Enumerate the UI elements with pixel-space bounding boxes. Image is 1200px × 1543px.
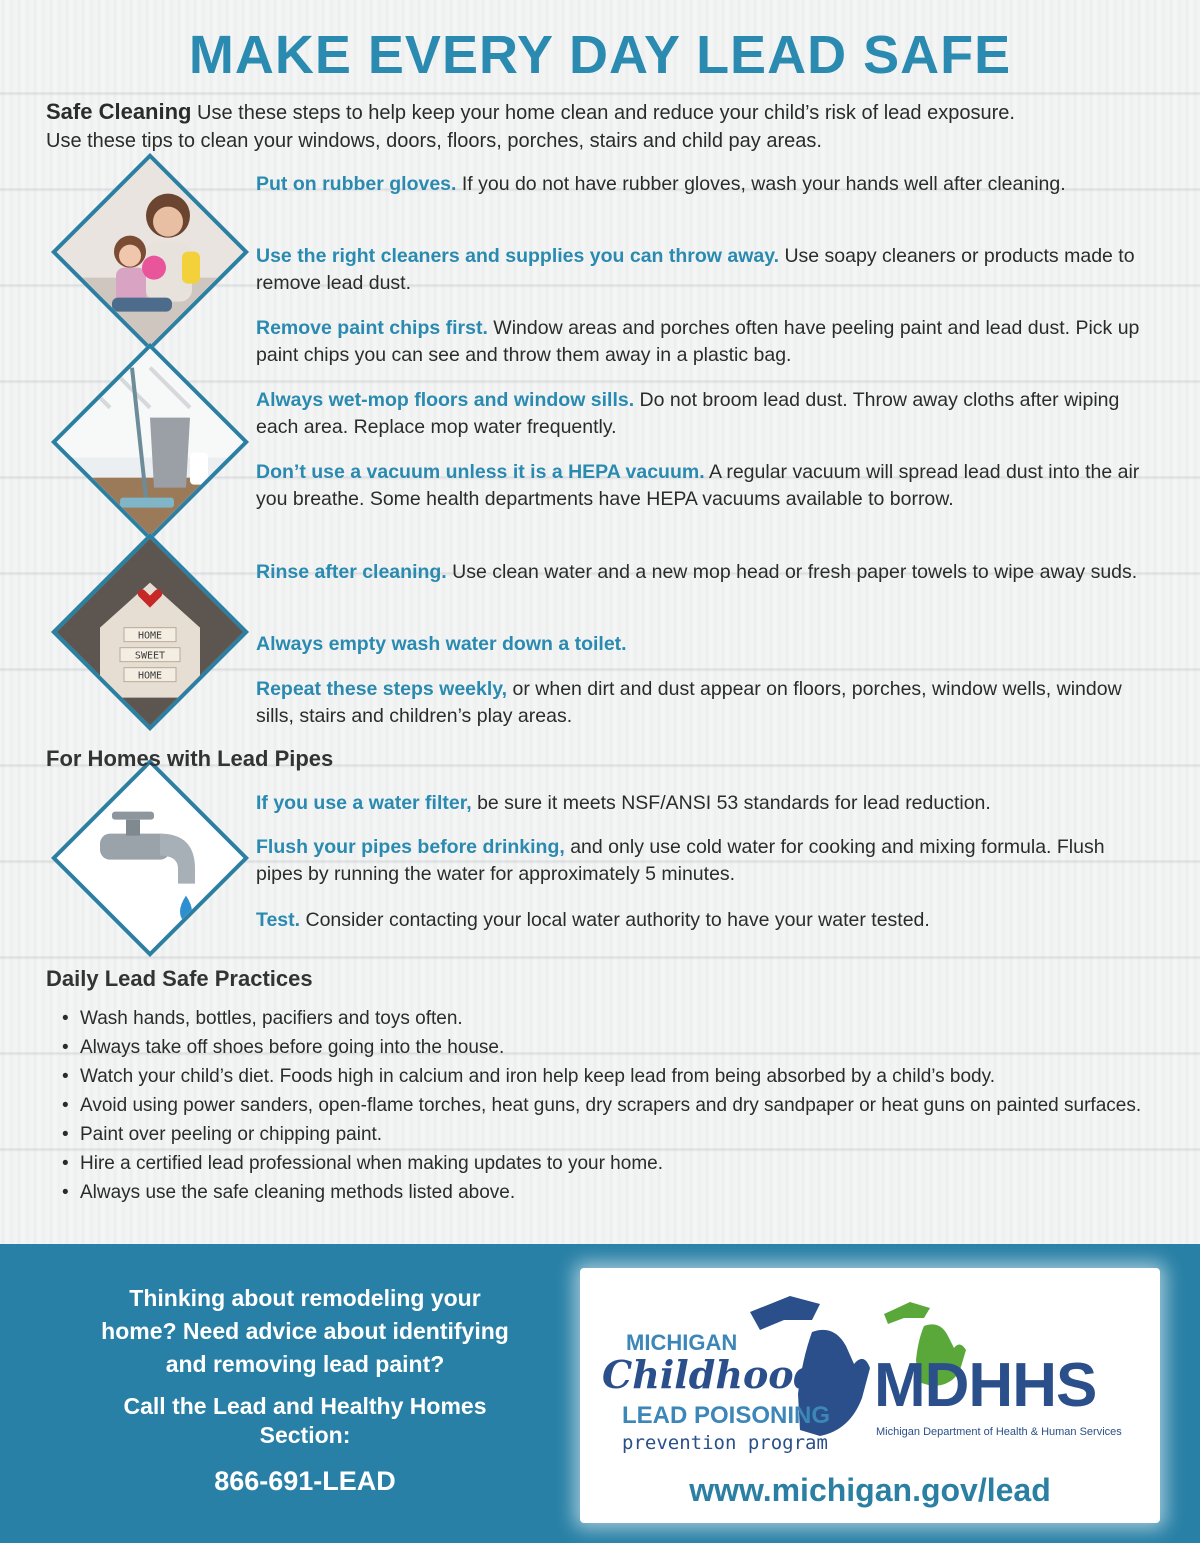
- step-paint-chips: [256, 315, 1146, 369]
- step-5-text: A regular vacuum will spread lead dust into the air you breathe. Some health departments have HEPA vacuums available to borrow.: [256, 461, 1140, 510]
- practices-list: [58, 1006, 1178, 1209]
- logo-panel: [580, 1268, 1160, 1523]
- call-instruction: [40, 1392, 570, 1450]
- mdhhs-logo-text: MDHHS: [874, 1351, 1097, 1420]
- step-1-text: If you do not have rubber gloves, wash your hands well after cleaning.: [456, 173, 1066, 195]
- step-8-text: or when dirt and dust appear on floors, porches, window wells, window sills, stairs and children’s play areas.: [256, 678, 1122, 727]
- intro-paragraph: [46, 98, 1166, 155]
- program-logo-childhood: Childhood: [602, 1352, 821, 1397]
- mother-and-child-cleaning-icon: [51, 153, 249, 351]
- home-tile-2: SWEET: [134, 650, 166, 662]
- phone-number[interactable]: 866-691-LEAD: [214, 1466, 396, 1496]
- step-8-highlight: Repeat these steps weekly,: [256, 678, 508, 700]
- faucet-water-drop-icon: [51, 759, 249, 957]
- step-rinse: [256, 559, 1146, 586]
- step-6-highlight: Rinse after cleaning.: [256, 561, 447, 583]
- list-item: • Paint over peeling or chipping paint.: [58, 1122, 1178, 1148]
- pipes-water-filter: [256, 790, 1146, 817]
- step-3-text: Window areas and porches often have peeling paint and lead dust. Pick up paint chips you can see and throw them away in a plastic bag.: [256, 317, 1140, 366]
- intro-lead-in: Safe Cleaning: [46, 99, 192, 124]
- page-title: MAKE EVERY DAY LEAD SAFE: [188, 25, 1012, 85]
- pipes-1-text: be sure it meets NSF/ANSI 53 standards for lead reduction.: [471, 792, 991, 814]
- program-logo-lead-poisoning: LEAD POISONING: [622, 1402, 831, 1429]
- step-7-highlight: Always empty wash water down a toilet.: [256, 633, 627, 655]
- step-empty-wash-water: [256, 631, 1146, 658]
- pipes-3-text: Consider contacting your local water authority to have your water tested.: [300, 909, 930, 931]
- intro-line-1: Use these steps to help keep your home clean and reduce your child’s risk of lead exposure.: [191, 102, 1015, 124]
- list-item: • Always use the safe cleaning methods listed above.: [58, 1180, 1178, 1206]
- list-item: • Avoid using power sanders, open-flame torches, heat guns, dry scrapers and dry sandpaper or heat guns on painted surfaces.: [58, 1093, 1178, 1119]
- list-item: • Always take off shoes before going into the house.: [58, 1035, 1178, 1061]
- list-item: • Watch your child’s diet. Foods high in calcium and iron help keep lead from being absorbed by a child’s body.: [58, 1064, 1178, 1090]
- step-wet-mop: [256, 387, 1146, 441]
- pipes-2-highlight: Flush your pipes before drinking,: [256, 836, 565, 858]
- step-4-highlight: Always wet-mop floors and window sills.: [256, 389, 635, 411]
- cta-line-2: home? Need advice about identifying: [101, 1318, 509, 1344]
- cta-line-3: and removing lead paint?: [165, 1351, 445, 1377]
- practices-heading: Daily Lead Safe Practices: [46, 966, 313, 991]
- call-line-1: Call the Lead and Healthy Homes: [123, 1393, 487, 1419]
- step-rubber-gloves: [256, 171, 1146, 198]
- step-2-text: Use soapy cleaners or products made to remove lead dust.: [256, 245, 1135, 294]
- pipes-3-highlight: Test.: [256, 909, 301, 931]
- program-logo-michigan: MICHIGAN: [626, 1330, 738, 1355]
- home-sweet-home-icon: [51, 533, 249, 731]
- lead-pipes-heading: For Homes with Lead Pipes: [46, 746, 334, 771]
- step-3-highlight: Remove paint chips first.: [256, 317, 488, 339]
- program-logo-prevention: prevention program: [622, 1432, 828, 1454]
- mdhhs-department-name: Michigan Department of Health & Human Services: [876, 1426, 1122, 1438]
- step-4-text: Do not broom lead dust. Throw away cloths after wiping each area. Replace mop water frequently.: [256, 389, 1120, 438]
- call-line-2: Section:: [259, 1422, 351, 1448]
- mop-and-bucket-icon: [51, 343, 249, 541]
- cta-line-1: Thinking about remodeling your: [129, 1285, 481, 1311]
- pipes-flush: [256, 834, 1146, 888]
- step-2-highlight: Use the right cleaners and supplies you can throw away.: [256, 245, 780, 267]
- step-6-text: Use clean water and a new mop head or fresh paper towels to wipe away suds.: [446, 561, 1138, 583]
- remodel-question: [40, 1282, 570, 1381]
- list-item: • Hire a certified lead professional when making updates to your home.: [58, 1151, 1178, 1177]
- step-1-highlight: Put on rubber gloves.: [256, 173, 457, 195]
- website-link[interactable]: www.michigan.gov/lead: [689, 1472, 1051, 1508]
- step-repeat-weekly: [256, 676, 1146, 730]
- intro-line-2: Use these tips to clean your windows, doors, floors, porches, stairs and child pay areas.: [46, 130, 822, 152]
- pipes-test: [256, 907, 1146, 934]
- home-tile-1: HOME: [137, 630, 163, 642]
- step-right-cleaners: [256, 243, 1146, 297]
- home-tile-3: HOME: [137, 670, 163, 682]
- pipes-1-highlight: If you use a water filter,: [256, 792, 472, 814]
- step-5-highlight: Don’t use a vacuum unless it is a HEPA vacuum.: [256, 461, 705, 483]
- footer-banner: [0, 1244, 1200, 1543]
- list-item: • Wash hands, bottles, pacifiers and toys often.: [58, 1006, 1178, 1032]
- pipes-2-text: and only use cold water for cooking and mixing formula. Flush pipes by running the water for approximately 5 minutes.: [256, 836, 1105, 885]
- step-hepa-vacuum: [256, 459, 1146, 513]
